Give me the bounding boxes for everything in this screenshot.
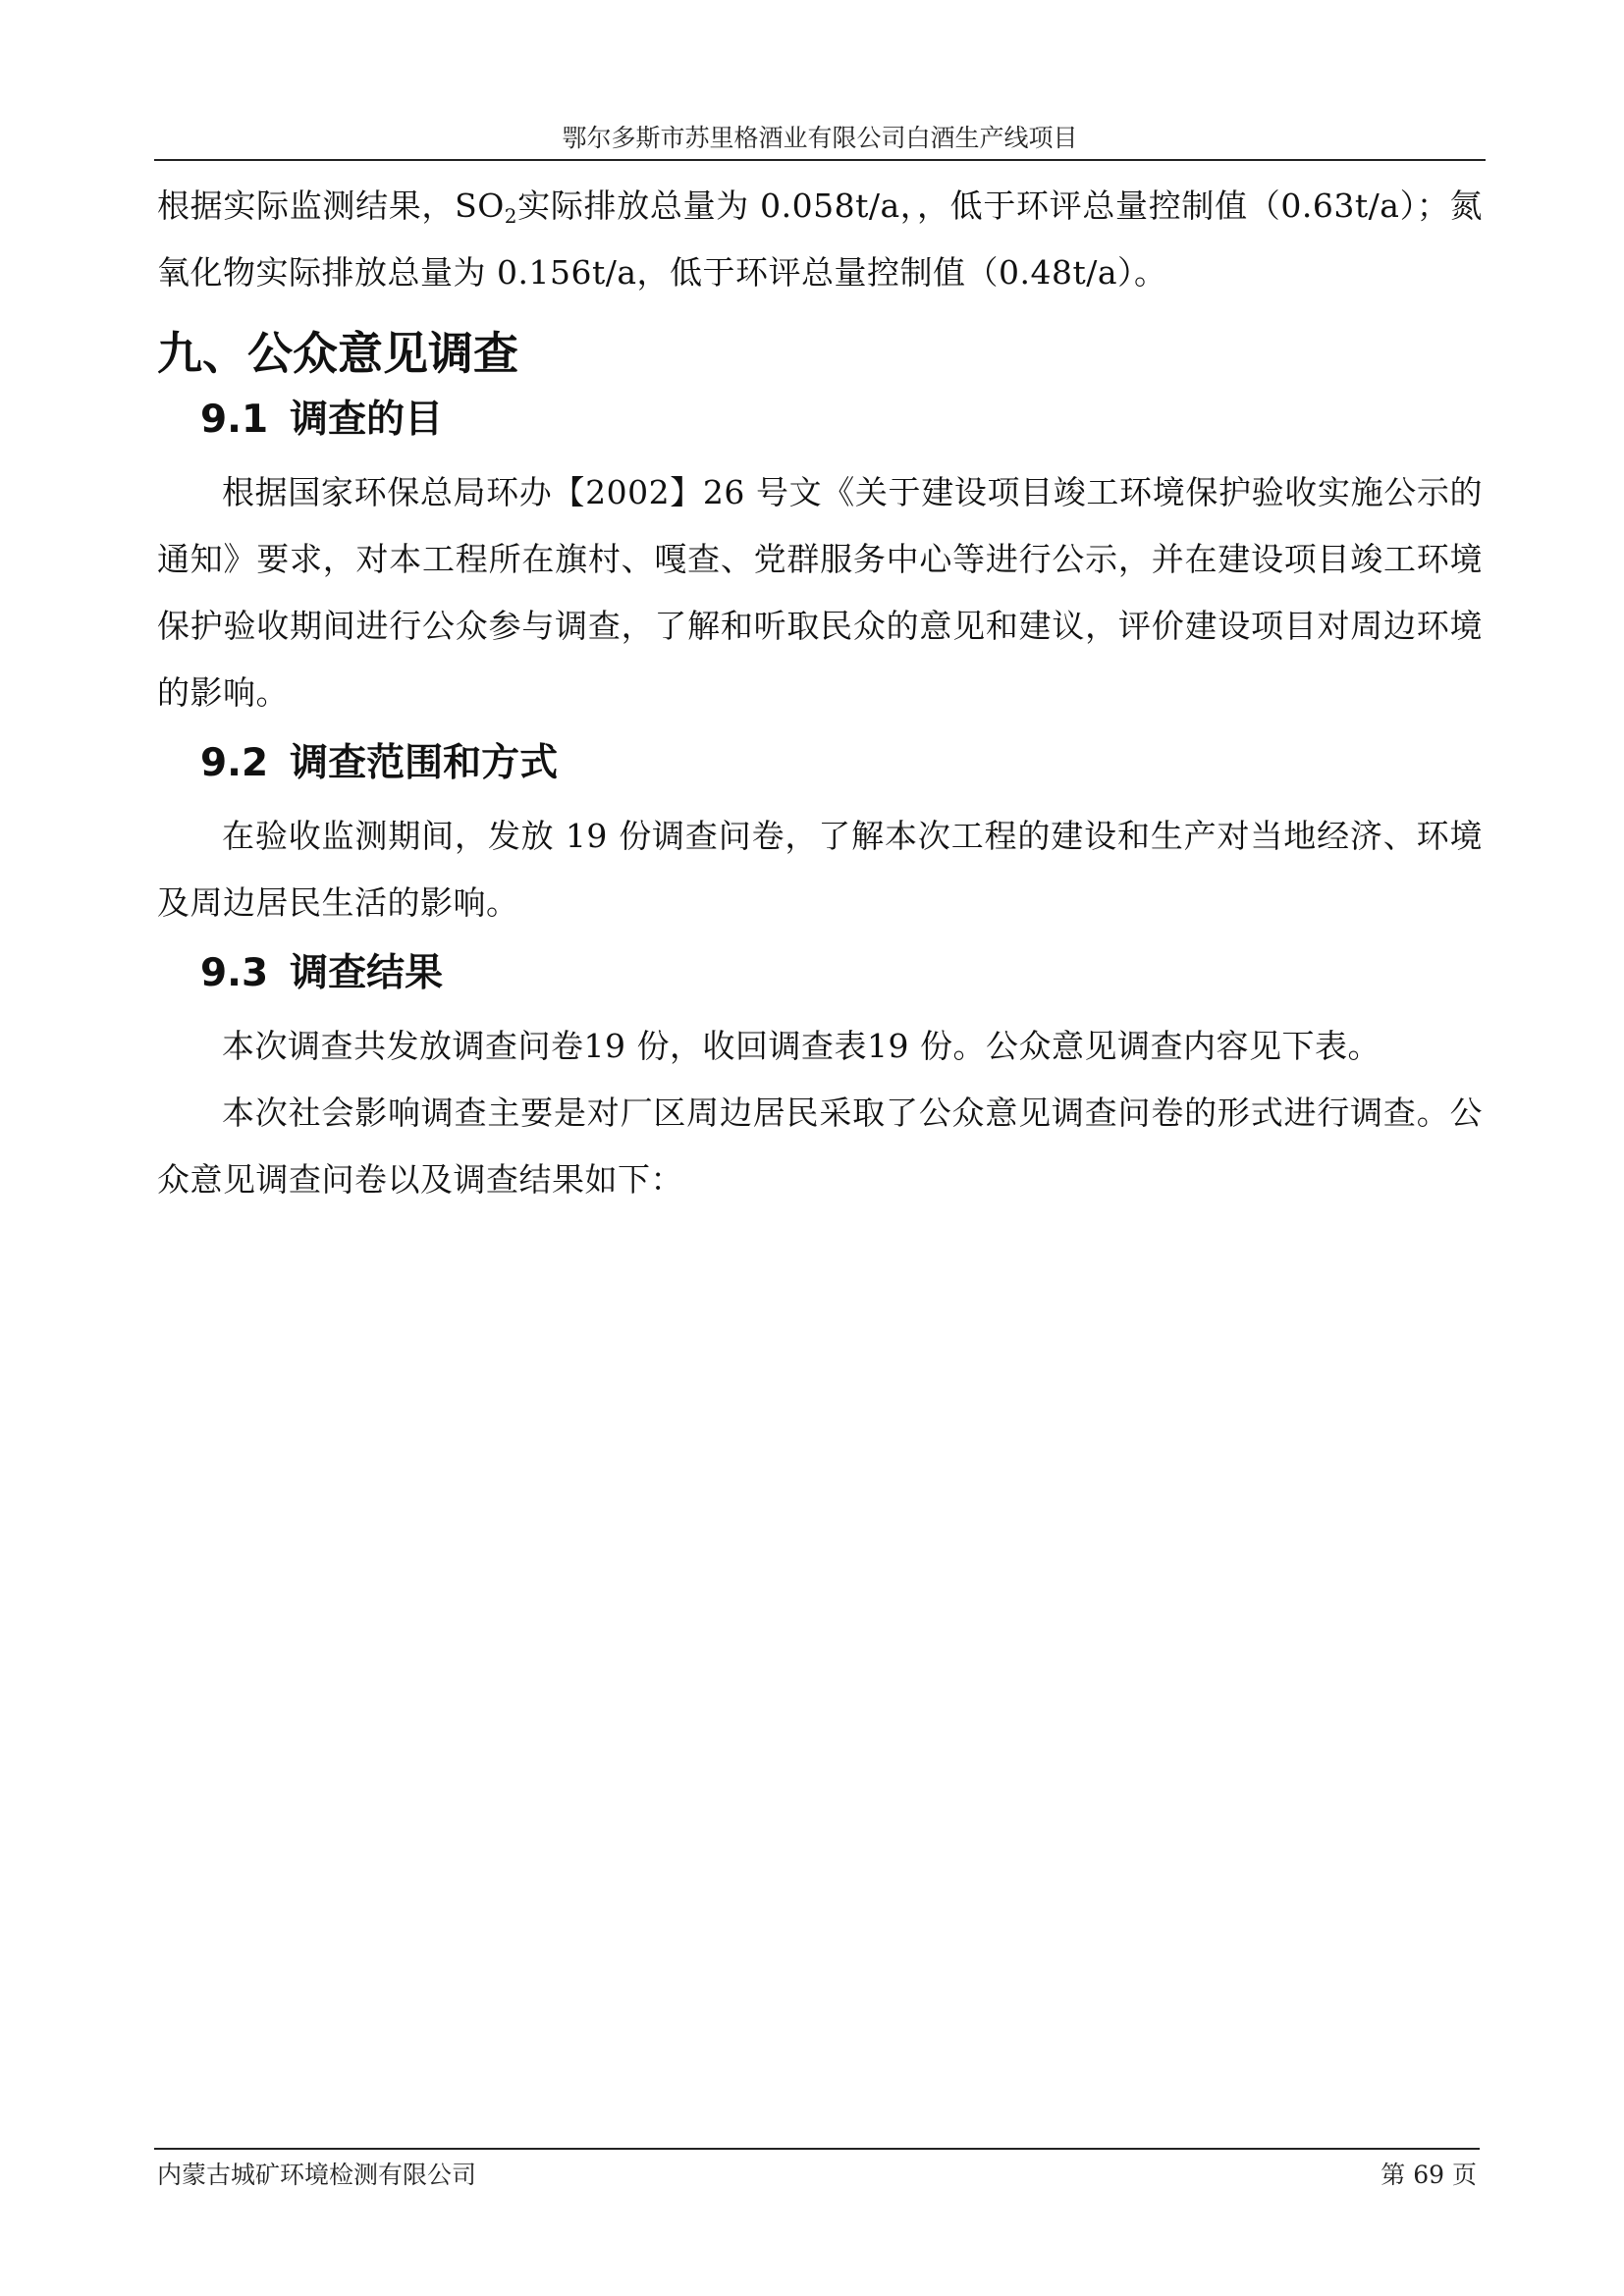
header-divider xyxy=(154,159,1486,161)
footer-divider xyxy=(154,2148,1480,2150)
section-9-heading: 九、公众意见调查 xyxy=(157,327,518,380)
emission-text-rest: 实际排放总量为 0.058t/a，，低于环评总量控制值（0.63t/a）；氮氧化物实际排放总量为 0.156t/a，低于环评总量控制值（0.48t/a）。 xyxy=(157,187,1483,292)
page-header: 鄂尔多斯市苏里格酒业有限公司白酒生产线项目 xyxy=(562,124,1078,152)
page-number: 第 69 页 xyxy=(1380,2161,1477,2189)
section-9-3-heading xyxy=(200,946,1483,1001)
section-9-2-number: 9.2 xyxy=(200,741,269,785)
document-body xyxy=(157,173,1483,1213)
section-9-2-paragraph: 在验收监测期间，发放 19 份调查问卷，了解本次工程的建设和生产对当地经济、环境及周边居民生活的影响。 xyxy=(157,817,1483,922)
section-9-1-heading xyxy=(200,393,1483,448)
section-9-3-number: 9.3 xyxy=(200,951,269,995)
section-9-1-title: 调查的目 xyxy=(290,398,444,442)
section-9-2-heading xyxy=(200,736,1483,791)
emission-summary-paragraph xyxy=(157,173,1483,306)
section-9-3-paragraph-1: 本次调查共发放调查问卷19 份，收回调查表19 份。公众意见调查内容见下表。 xyxy=(222,1027,1380,1065)
section-9-3-title: 调查结果 xyxy=(290,951,444,995)
footer-company: 内蒙古城矿环境检测有限公司 xyxy=(157,2161,477,2189)
section-9-2-title: 调查范围和方式 xyxy=(290,741,559,785)
so2-subscript: 2 xyxy=(504,204,517,228)
emission-text-start: 根据实际监测结果，SO xyxy=(157,187,505,225)
section-9-3-paragraph-2: 本次社会影响调查主要是对厂区周边居民采取了公众意见调查问卷的形式进行调查。公众意见调查问卷以及调查结果如下： xyxy=(157,1094,1483,1199)
section-9-1-paragraph: 根据国家环保总局环办【2002】26 号文《关于建设项目竣工环境保护验收实施公示的通知》要求，对本工程所在旗村、嘎查、党群服务中心等进行公示，并在建设项目竣工环境保护验收期间进行公众参与调查，了解和听取民众的意见和建议，评价建设项目对周边环境的影响。 xyxy=(157,473,1483,712)
section-9-1-number: 9.1 xyxy=(200,398,269,442)
